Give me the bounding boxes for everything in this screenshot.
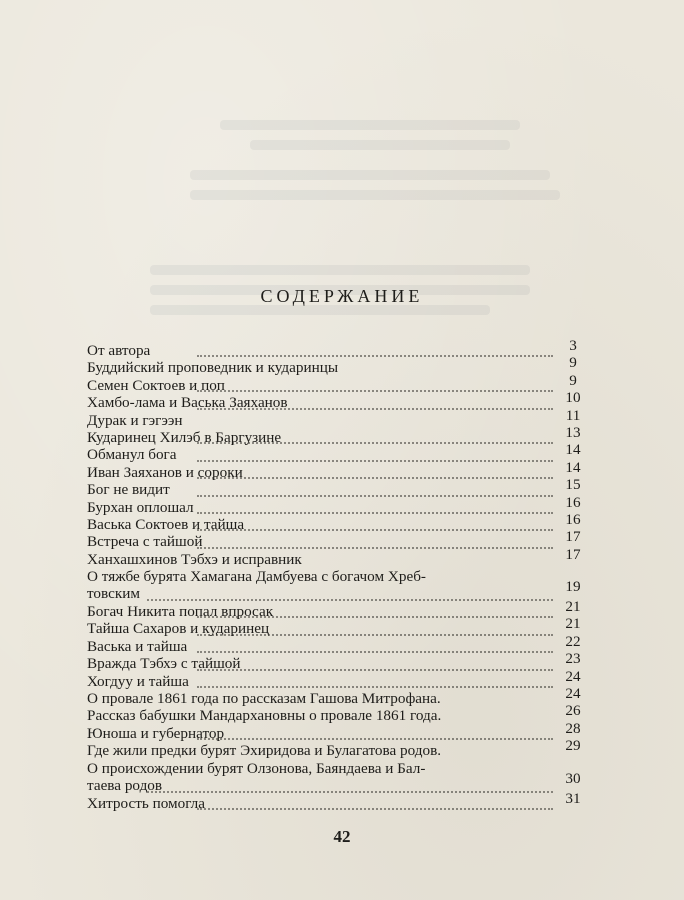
toc-entry-title: О провале 1861 года по рассказам Гашова Митрофана.: [87, 690, 441, 708]
toc-entry-page: 28: [565, 719, 581, 737]
toc-entry: [87, 528, 587, 551]
toc-entry-title: Васька и тайша: [87, 637, 188, 655]
toc-entry-title: Тайша Сахаров и кударинец: [87, 620, 270, 638]
dot-leader: [197, 738, 553, 740]
toc-entry-page: 24: [565, 667, 581, 685]
toc-entry: [87, 476, 587, 499]
dot-leader: [197, 460, 553, 462]
toc-entry-title: Бог не видит: [87, 481, 170, 499]
dot-leader: [197, 477, 553, 479]
dot-leader: [197, 512, 553, 514]
toc-entry-page: 29: [565, 737, 581, 755]
toc-entry-title: Хитрость помогла: [87, 794, 205, 812]
toc-entry-page: 31: [565, 789, 581, 807]
toc-entry: [87, 389, 587, 412]
dot-leader: [147, 791, 553, 793]
toc-entry-page: 9: [569, 371, 577, 389]
toc-entry-title: Рассказ бабушки Мандархановны о провале 1861 года.: [87, 707, 442, 725]
toc-entry: [87, 789, 587, 812]
toc-entry: [87, 371, 587, 394]
toc-entry-page: 19: [565, 578, 581, 596]
toc-entry: [87, 354, 587, 377]
toc-entry: [87, 615, 587, 638]
toc-entry-page: 22: [565, 632, 581, 650]
toc-entry-title: Где жили предки бурят Эхиридова и Булагатова родов.: [87, 742, 442, 760]
bleed-through-text: [190, 170, 550, 180]
toc-entry: [87, 632, 587, 655]
toc-entry-title: Семен Соктоев и поп: [87, 376, 225, 394]
toc-entry: [87, 760, 587, 795]
toc-entry-title: Бурхан оплошал: [87, 498, 194, 516]
toc-entry: [87, 441, 587, 464]
dot-leader: [197, 808, 553, 810]
toc-entry-title: Хамбо-лама и Васька Заяханов: [87, 394, 288, 412]
toc-entry-page: 16: [565, 510, 581, 528]
toc-entry-page: 24: [565, 685, 581, 703]
toc-entry-title: Васька Соктоев и тайша: [87, 515, 245, 533]
toc-entry: [87, 667, 587, 690]
toc-entry-page: 26: [565, 702, 581, 720]
toc-entry: [87, 406, 587, 429]
toc-entry: [87, 650, 587, 673]
dot-leader: [147, 599, 553, 601]
toc-entry-title: Дурак и гэгээн: [87, 411, 183, 429]
toc-entry-page: 17: [565, 528, 581, 546]
toc-entry-title: От автора: [87, 342, 151, 359]
toc-entry-title: Встреча с тайшой: [87, 533, 203, 551]
bleed-through-text: [250, 140, 510, 150]
toc-entry: [87, 423, 587, 446]
toc-entry-title-continued: товским: [87, 585, 140, 603]
dot-leader: [197, 686, 553, 688]
toc-entry-page: 3: [569, 337, 577, 354]
toc-entry-page: 15: [565, 476, 581, 494]
toc-entry-title: О тяжбе бурята Хамагана Дамбуева с богачом Хреб-: [87, 568, 426, 586]
toc-entry-page: 21: [565, 615, 581, 633]
toc-entry: [87, 737, 587, 760]
toc-entry-title-continued: таева родов: [87, 777, 163, 794]
toc-entry-title: Юноша и губернатор: [87, 724, 225, 742]
toc-entry-page: 14: [565, 441, 581, 459]
toc-entry: [87, 702, 587, 725]
toc-entry-title: Вражда Тэбхэ с тайшой: [87, 655, 241, 673]
toc-entry: [87, 568, 587, 603]
dot-leader: [197, 669, 553, 671]
dot-leader: [197, 390, 553, 392]
bleed-through-text: [220, 120, 520, 130]
toc-entry-title: Обманул бога: [87, 446, 177, 464]
toc-entry-page: 13: [565, 423, 581, 441]
page-number: 42: [333, 827, 351, 846]
toc-entry-title: Кударинец Хилэб в Баргузине: [87, 428, 282, 446]
toc-entry-page: 21: [565, 598, 581, 616]
toc-entry-title: Буддийский проповедник и кударинцы: [87, 359, 339, 377]
dot-leader: [197, 529, 553, 531]
toc-entry: [87, 510, 587, 533]
toc-entry-page: 9: [569, 354, 577, 372]
table-of-contents: [87, 337, 587, 812]
toc-entry: [87, 719, 587, 742]
bleed-through-text: [150, 265, 530, 275]
toc-entry: [87, 598, 587, 621]
toc-entry-title: Иван Заяханов и сороки: [87, 463, 243, 481]
toc-entry-page: 14: [565, 458, 581, 476]
toc-entry-page: 30: [565, 769, 581, 787]
bleed-through-text: [190, 190, 560, 200]
toc-entry-page: 11: [565, 406, 581, 424]
toc-entry-title: О происхождении бурят Олзонова, Баяндаева и Бал-: [87, 759, 426, 777]
dot-leader: [197, 495, 553, 497]
toc-entry-page: 17: [565, 545, 581, 563]
toc-entry-title: Хогдуу и тайша: [87, 672, 189, 690]
dot-leader: [197, 651, 553, 653]
toc-entry: [87, 458, 587, 481]
toc-entry-page: 16: [565, 493, 581, 511]
toc-entry-title: Ханхашхинов Тэбхэ и исправник: [87, 550, 302, 568]
toc-entry-title: Богач Никита попал впросак: [87, 603, 274, 621]
dot-leader: [197, 355, 553, 357]
toc-entry-page: 10: [565, 389, 581, 407]
toc-entry: [87, 545, 587, 568]
toc-entry: [87, 685, 587, 708]
dot-leader: [197, 547, 553, 549]
toc-entry: [87, 493, 587, 516]
toc-entry: [87, 337, 587, 359]
contents-heading: СОДЕРЖАНИЕ: [260, 286, 424, 306]
toc-entry-page: 23: [565, 650, 581, 668]
